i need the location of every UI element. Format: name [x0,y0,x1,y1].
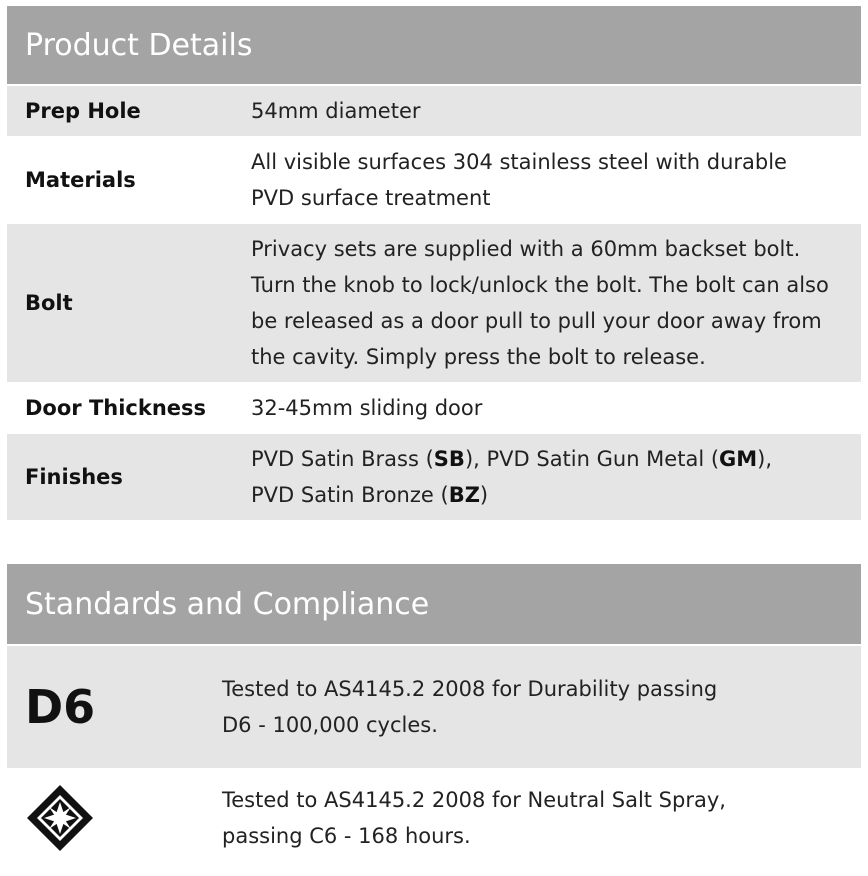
detail-row-bolt [7,224,861,382]
finish-name: PVD Satin Brass [251,447,419,471]
product-details-header [7,6,861,84]
detail-label: Bolt [25,291,73,315]
detail-row-prep-hole [7,86,861,136]
detail-value: 54mm diameter [251,99,421,123]
standard-value [222,782,801,854]
finish-code: BZ [448,483,480,507]
detail-row-materials [7,136,861,224]
detail-label: Materials [25,168,136,192]
detail-label: Door Thickness [25,396,207,420]
standards-title: Standards and Compliance [25,586,430,622]
salt-spray-diamond-icon [25,783,95,853]
standard-line: Tested to AS4145.2 2008 for Neutral Salt Spray, [222,788,726,812]
finish-code: SB [433,447,465,471]
standard-value [222,671,801,743]
standard-line: passing C6 - 168 hours. [222,824,471,848]
standard-line: D6 - 100,000 cycles. [222,713,438,737]
detail-value: PVD Satin Brass (SB), PVD Satin Gun Metal (GM), PVD Satin Bronze (BZ) [251,447,773,507]
detail-row-finishes [7,434,861,520]
product-details-title: Product Details [25,27,253,63]
finish-name: PVD Satin Bronze [251,483,434,507]
durability-grade: D6 [25,680,96,734]
standard-row-salt-spray [7,768,861,868]
detail-label: Prep Hole [25,99,141,123]
detail-row-door-thickness [7,382,861,434]
detail-value: Privacy sets are supplied with a 60mm backset bolt. Turn the knob to lock/unlock the bolt. The bolt can also be released as a door pull to pull your door away from the cavity. Simply press the bolt to release. [251,237,829,369]
standard-row-durability [7,646,861,768]
standard-line: Tested to AS4145.2 2008 for Durability passing [222,677,718,701]
finish-code: GM [719,447,758,471]
detail-value: All visible surfaces 304 stainless steel with durable PVD surface treatment [251,150,787,210]
detail-value: 32-45mm sliding door [251,396,483,420]
detail-label: Finishes [25,465,123,489]
finish-name: PVD Satin Gun Metal [486,447,705,471]
standards-header [7,564,861,644]
